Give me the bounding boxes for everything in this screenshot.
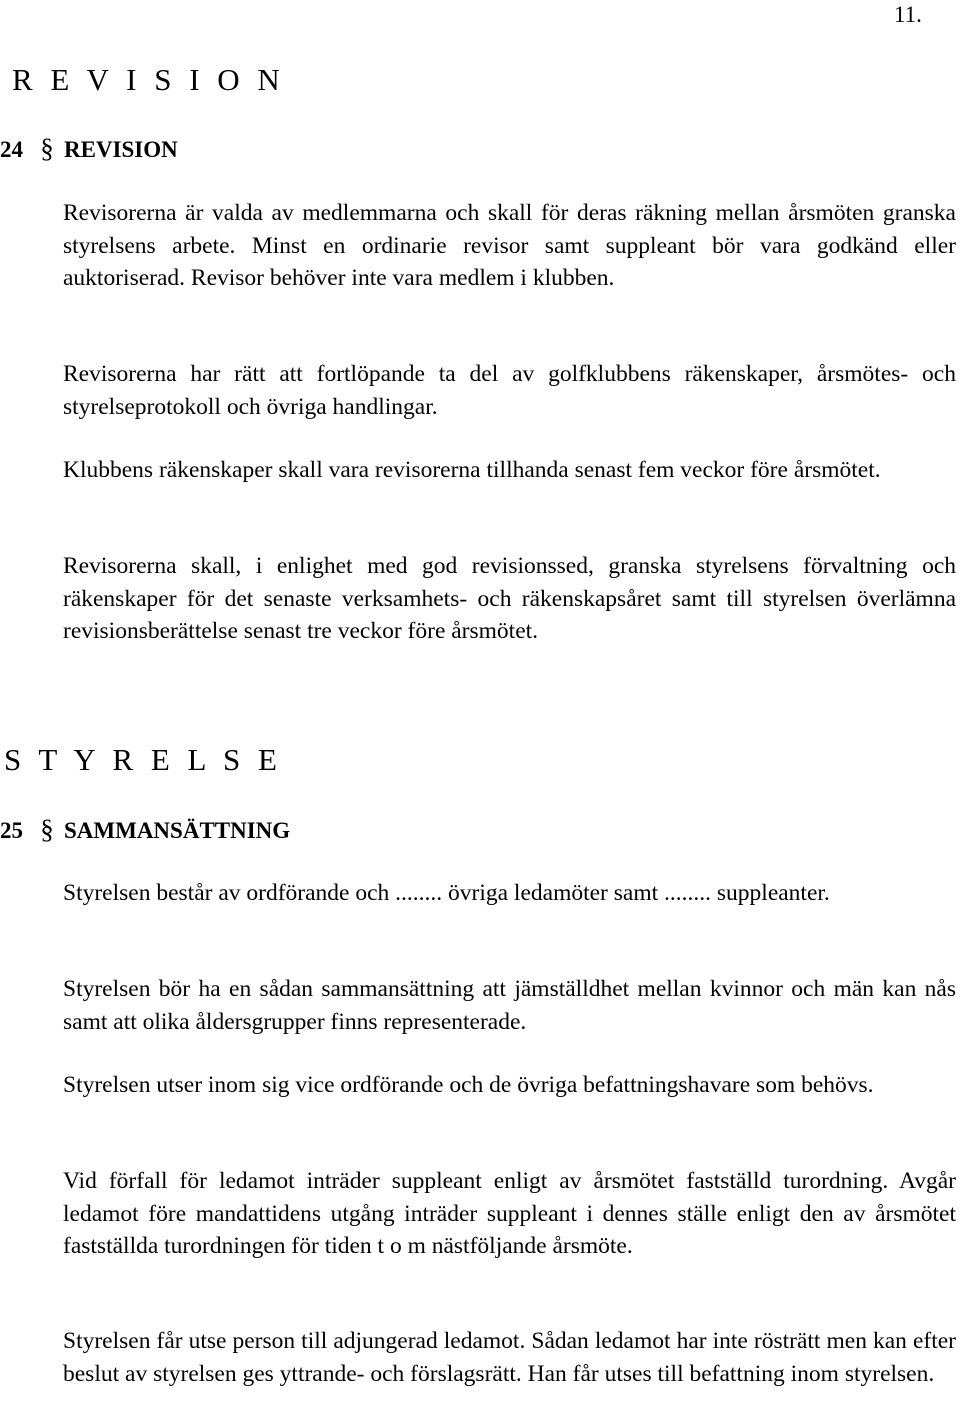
section-title: SAMMANSÄTTNING [64, 818, 291, 843]
section-symbol: § [40, 814, 54, 844]
section-heading-25 [0, 815, 290, 845]
section-title: REVISION [64, 137, 178, 162]
paragraph: Vid förfall för ledamot inträder suppleant enligt av årsmötet fastställd turordning. Avgår ledamot före mandattidens utgång inträder suppleant i dennes ställe enligt den av årsmötet fastställda turordningen för tiden t o m nästföljande årsmöte. [63, 1168, 956, 1259]
paragraph: Revisorerna skall, i enlighet med god revisionssed, granska styrelsens förvaltning och räkenskaper för det senaste verksamhets- och räkenskapsåret samt till styrelsen överlämna revisionsberättelse senast tre veckor före årsmötet. [63, 553, 956, 644]
chapter-title-styrelse: S T Y R E L S E [4, 742, 282, 777]
chapter-title-revision: R E V I S I O N [12, 62, 285, 97]
paragraph: Styrelsen består av ordförande och ........ övriga ledamöter samt ........ suppleanter. [63, 880, 830, 906]
paragraph: Revisorerna har rätt att fortlöpande ta del av golfklubbens räkenskaper, årsmötes- och styrelseprotokoll och övriga handlingar. [63, 361, 956, 420]
paragraph: Revisorerna är valda av medlemmarna och skall för deras räkning mellan årsmöten granska styrelsens arbete. Minst en ordinarie revisor samt suppleant bör vara godkänd eller auktoriserad. Revisor behöver inte vara medlem i klubben. [63, 200, 956, 291]
paragraph: Styrelsen utser inom sig vice ordförande och de övriga befattningshavare som behövs. [63, 1072, 874, 1098]
section-number: 25 [0, 818, 23, 843]
section-number: 24 [0, 137, 23, 162]
section-heading-24 [0, 134, 178, 164]
paragraph: Klubbens räkenskaper skall vara revisorerna tillhanda senast fem veckor före årsmötet. [63, 457, 881, 483]
paragraph: Styrelsen bör ha en sådan sammansättning att jämställdhet mellan kvinnor och män kan nås samt att olika åldersgrupper finns representerade. [63, 976, 956, 1035]
page-number: 11. [894, 2, 922, 27]
paragraph: Styrelsen får utse person till adjungerad ledamot. Sådan ledamot har inte rösträtt men kan efter beslut av styrelsen ges yttrande- och förslagsrätt. Han får utses till befattning inom styrelsen. [63, 1328, 956, 1387]
section-symbol: § [40, 133, 54, 163]
